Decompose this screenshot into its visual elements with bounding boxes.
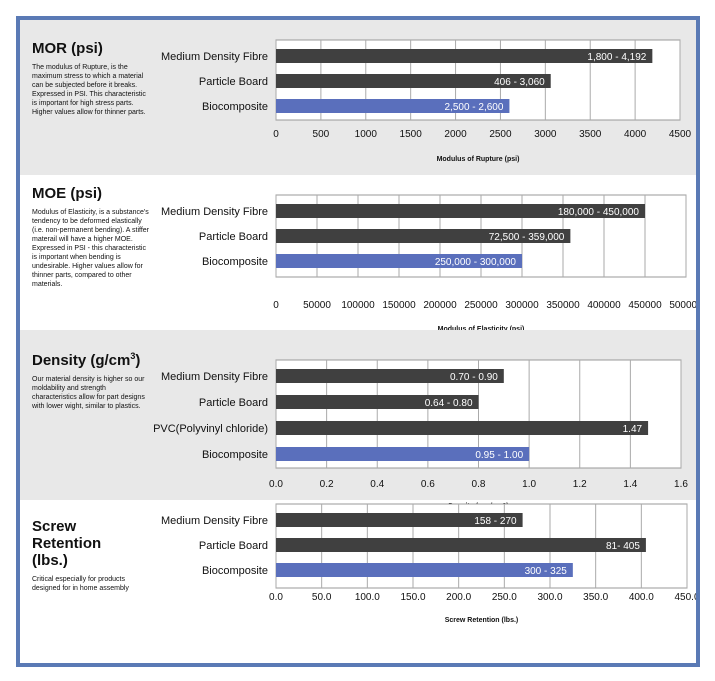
- mor-chart: [20, 20, 696, 175]
- mor-tick-label: 0: [273, 129, 279, 140]
- density-tick-label: 1.2: [572, 479, 587, 490]
- mor-category-label: Particle Board: [198, 76, 268, 88]
- moe-category-label: Biocomposite: [201, 256, 268, 268]
- density-category-label: Biocomposite: [201, 449, 268, 461]
- infographic-frame: [16, 16, 703, 667]
- density-tick-label: 0.2: [319, 479, 334, 490]
- screw-tick-label: 450.0: [674, 592, 700, 603]
- screw-tick-label: 300.0: [537, 592, 563, 603]
- screw-tick-label: 200.0: [446, 592, 472, 603]
- screw-title-text: Screw Retention (lbs.): [32, 518, 102, 569]
- density-chart: [20, 330, 696, 500]
- moe-title-text: MOE (psi): [32, 185, 102, 202]
- screw-bar: [276, 538, 646, 552]
- density-bar-label: 0.64 - 0.80: [424, 398, 473, 409]
- density-category-label: Medium Density Fibre: [161, 371, 268, 383]
- mor-category-label: Medium Density Fibre: [161, 51, 268, 63]
- mor-tick-label: 2500: [489, 129, 512, 140]
- moe-tick-label: 150000: [382, 300, 416, 311]
- moe-tick-label: 250000: [464, 300, 498, 311]
- screw-category-label: Biocomposite: [201, 565, 268, 577]
- density-bar-label: 1.47: [622, 424, 643, 435]
- density-bar: [276, 421, 648, 435]
- screw-bar-label: 81- 405: [605, 541, 640, 552]
- mor-description: The modulus of Rupture, is the maximum stress to which a material can be subjected before it breaks. Expressed in PSI. This characteristic is important for high stress parts. Higher values allow for thinner parts.: [32, 64, 146, 116]
- mor-tick-label: 3500: [579, 129, 602, 140]
- mor-tick-label: 500: [312, 129, 330, 140]
- mor-tick-label: 3000: [534, 129, 557, 140]
- mor-tick-label: 4500: [668, 129, 692, 140]
- mor-bar-label: 2,500 - 2,600: [444, 102, 504, 113]
- screw-tick-label: 250.0: [491, 592, 517, 603]
- density-tick-label: 0.4: [370, 479, 385, 490]
- moe-bar-label: 72,500 - 359,000: [488, 232, 565, 243]
- density-description: Our material density is higher so our moldability and strength characteristics allow for part designs with lower wight, similar to plastics.: [32, 376, 145, 410]
- mor-axis-title: Modulus of Rupture (psi): [436, 156, 520, 163]
- moe-bar-label: 180,000 - 450,000: [557, 207, 639, 218]
- density-title-superscript: 3: [130, 351, 136, 361]
- moe-tick-label: 500000: [669, 300, 703, 311]
- mor-tick-label: 4000: [623, 129, 647, 140]
- screw-bar-label: 158 - 270: [474, 516, 517, 527]
- mor-tick-label: 1500: [399, 129, 422, 140]
- screw-tick-label: 350.0: [583, 592, 609, 603]
- moe-tick-label: 450000: [628, 300, 662, 311]
- mor-category-label: Biocomposite: [201, 101, 268, 113]
- screw-axis-title: Screw Retention (lbs.): [444, 617, 519, 624]
- screw-description: Critical especially for products designed for in home assembly: [32, 576, 129, 592]
- moe-tick-label: 100000: [341, 300, 375, 311]
- mor-title-text: MOR (psi): [32, 40, 103, 57]
- moe-panel: [20, 175, 703, 330]
- moe-tick-label: 50000: [303, 300, 331, 311]
- moe-tick-label: 350000: [546, 300, 580, 311]
- density-category-label: Particle Board: [198, 397, 268, 409]
- screw-panel: [20, 500, 700, 663]
- screw-category-label: Medium Density Fibre: [161, 515, 268, 527]
- moe-bar-label: 250,000 - 300,000: [434, 257, 516, 268]
- moe-tick-label: 0: [273, 300, 279, 311]
- density-tick-label: 1.6: [674, 479, 688, 490]
- density-tick-label: 0.8: [471, 479, 486, 490]
- screw-category-label: Particle Board: [198, 540, 268, 552]
- density-panel: [20, 330, 696, 500]
- density-tick-label: 0.6: [420, 479, 435, 490]
- density-tick-label: 0.0: [269, 479, 283, 490]
- density-title-text: Density (g/cm: [32, 352, 131, 369]
- mor-bar-label: 406 - 3,060: [494, 77, 545, 88]
- mor-tick-label: 2000: [444, 129, 467, 140]
- screw-tick-label: 100.0: [354, 592, 380, 603]
- moe-tick-label: 200000: [423, 300, 457, 311]
- density-bar-label: 0.70 - 0.90: [450, 372, 498, 383]
- screw-tick-label: 150.0: [400, 592, 426, 603]
- moe-chart: [20, 175, 703, 330]
- screw-tick-label: 400.0: [628, 592, 654, 603]
- mor-panel: [20, 20, 696, 175]
- mor-bar-label: 1,800 - 4,192: [587, 52, 647, 63]
- density-bar-label: 0.95 - 1.00: [475, 450, 524, 461]
- density-tick-label: 1.0: [522, 479, 537, 490]
- moe-category-label: Particle Board: [198, 231, 268, 243]
- density-title-close: ): [135, 352, 141, 369]
- moe-category-label: Medium Density Fibre: [161, 206, 268, 218]
- moe-tick-label: 400000: [587, 300, 621, 311]
- density-category-label: PVC(Polyvinyl chloride): [153, 423, 268, 435]
- moe-tick-label: 300000: [505, 300, 539, 311]
- moe-description: Modulus of Elasticity, is a substance's tendency to be deformed elastically (i.e. non-permanent bending). A stiffer materail will have a higher MOE. Expressed in PSI - this characteristic is important when bending is undesirable. Higher values allow for thinner parts, compared to other materials.: [32, 209, 149, 288]
- mor-tick-label: 1000: [354, 129, 377, 140]
- screw-tick-label: 0.0: [269, 592, 283, 603]
- screw-tick-label: 50.0: [311, 592, 332, 603]
- screw-bar-label: 300 - 325: [524, 566, 567, 577]
- screw-chart: [20, 500, 700, 663]
- density-tick-label: 1.4: [623, 479, 638, 490]
